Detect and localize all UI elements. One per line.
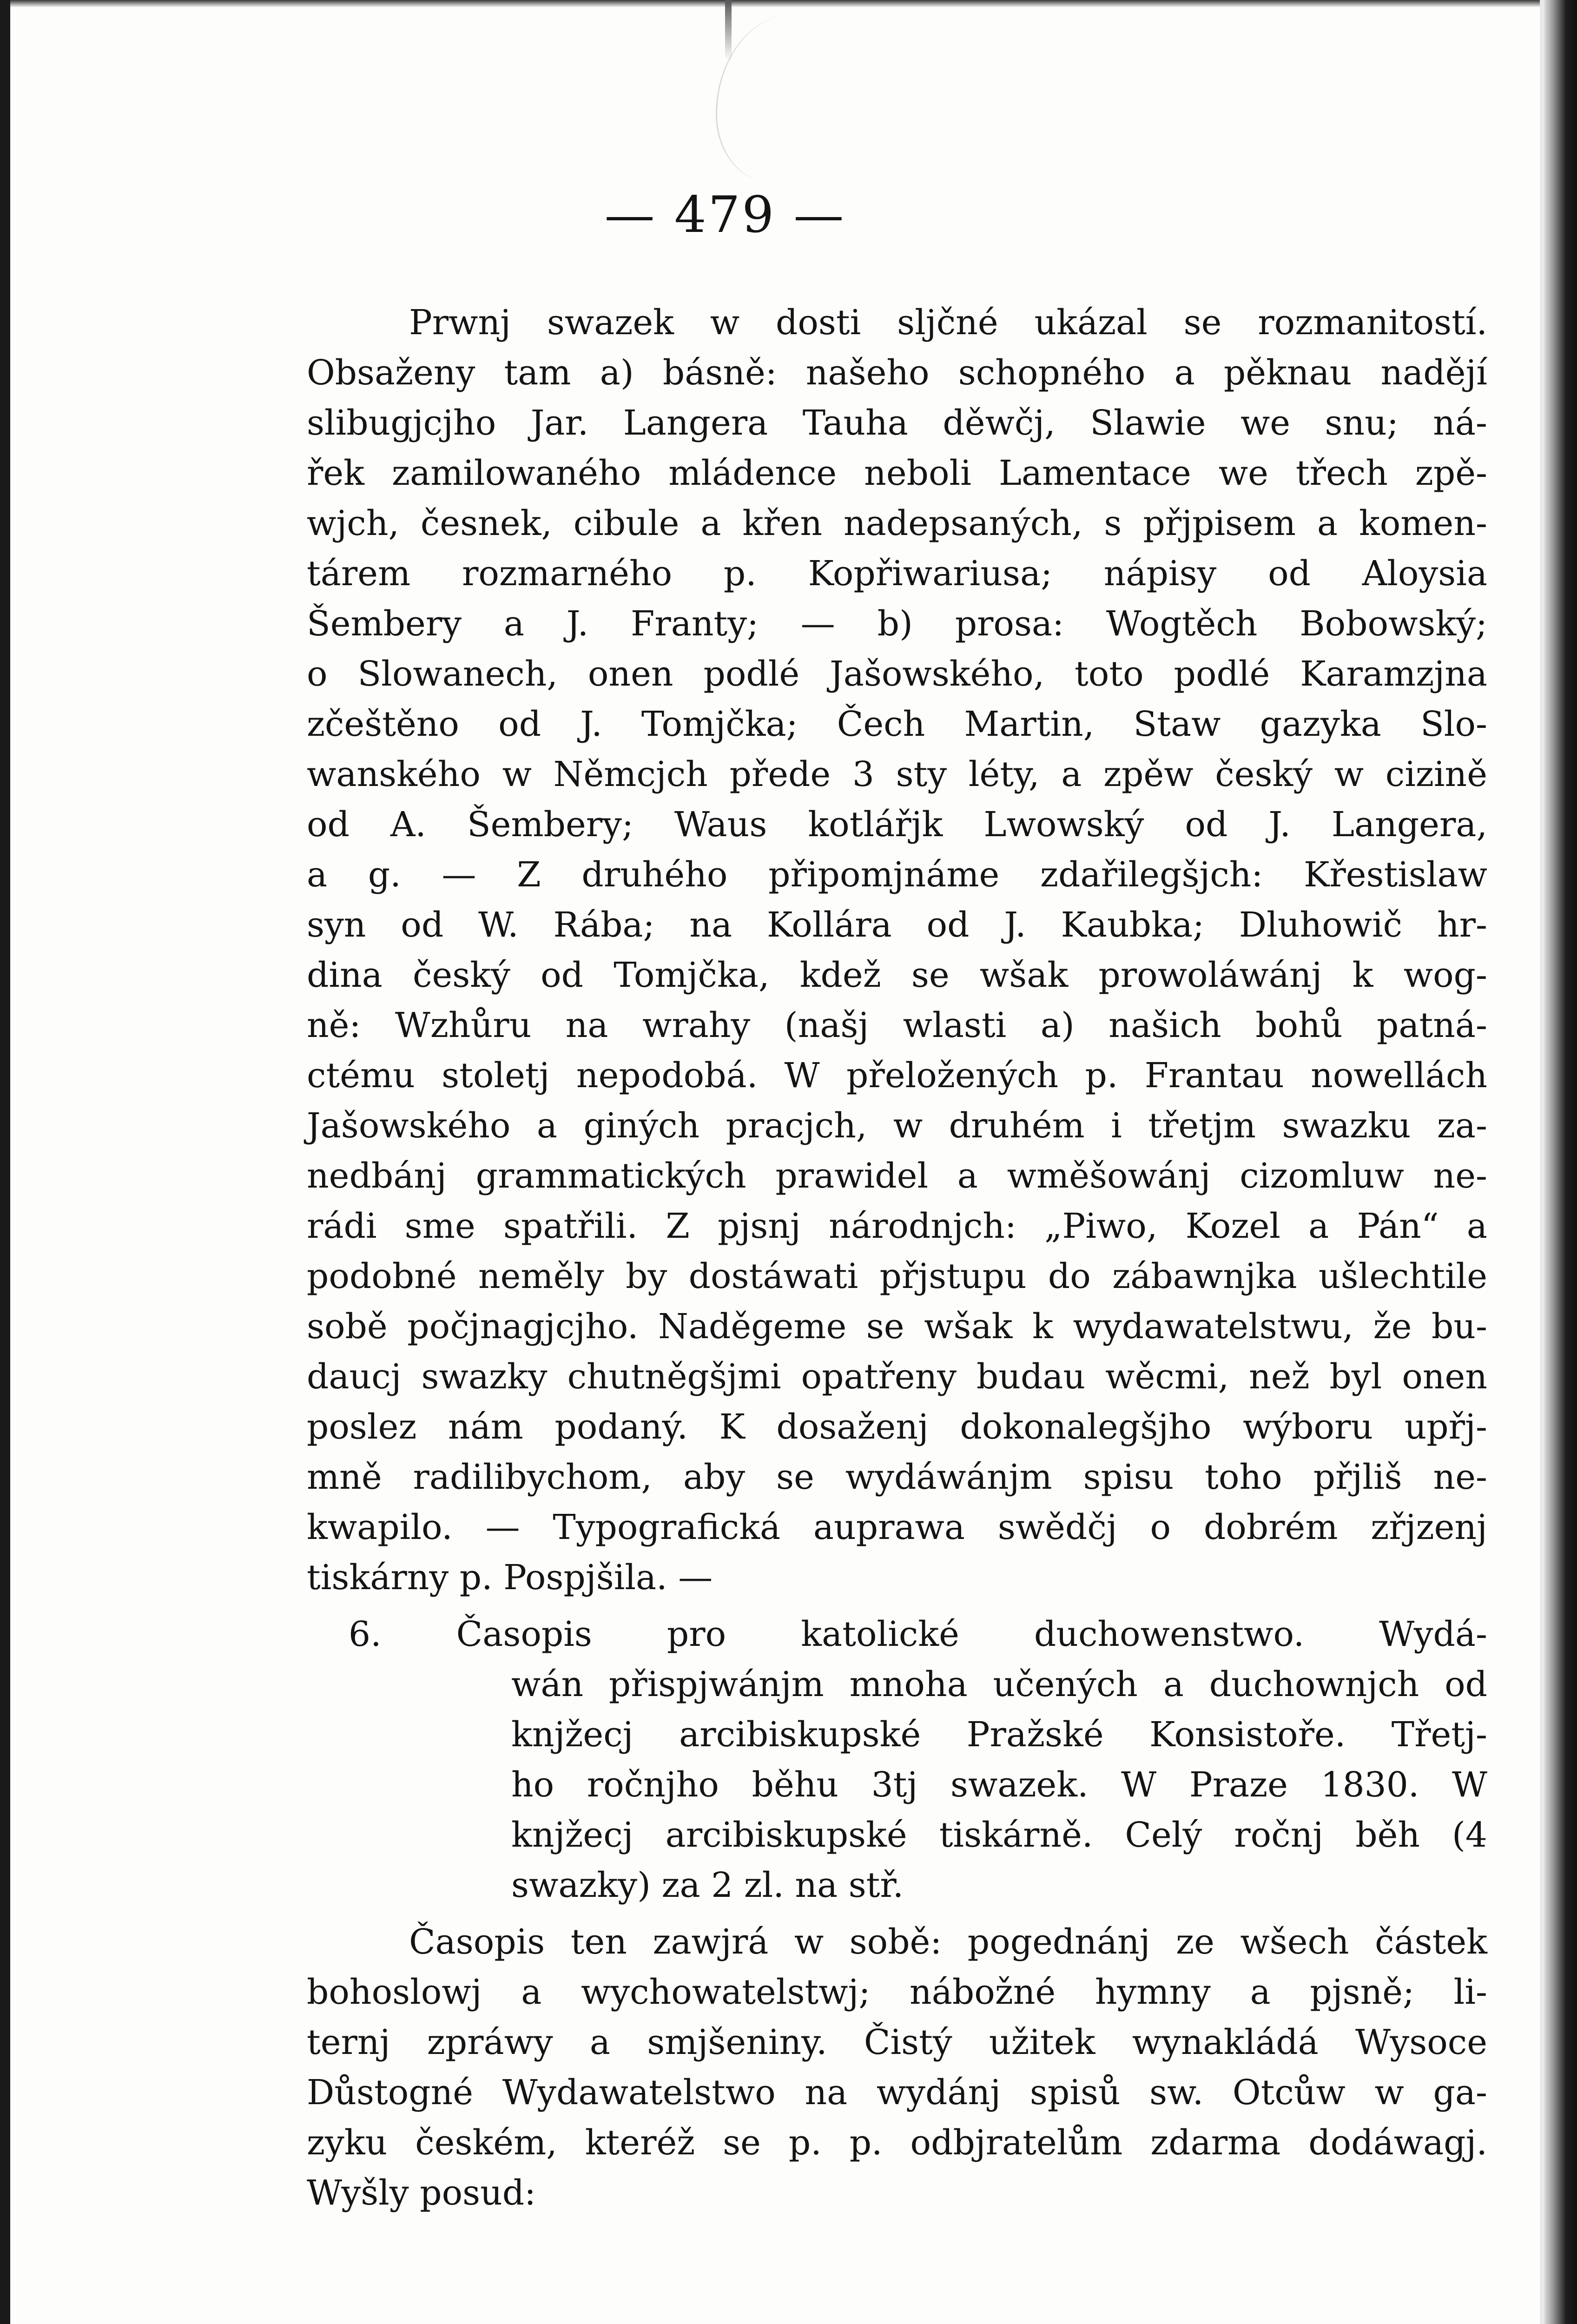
text-line: daucj swazky chutněgšjmi opatřeny budau wěcmi, než byl onen — [307, 1357, 1487, 1397]
text-line: Jašowského a giných pracjch, w druhém i třetjm swazku za- — [307, 1106, 1487, 1146]
text-line: tiskárny p. Pospjšila. — — [307, 1558, 713, 1598]
closing-paragraph-line: zyku českém, kteréž se p. p. odbjratelům zdarma dodáwagj. — [307, 2123, 1487, 2163]
text-line: ctému stoletj nepodobá. W přeložených p. Frantau nowellách — [307, 1056, 1487, 1096]
text-line: wjch, česnek, cibule a křen nadepsaných, s přjpisem a komen- — [307, 503, 1487, 543]
text-line: mně radilibychom, aby se wydáwánjm spisu toho přjliš ne- — [307, 1457, 1487, 1497]
text-line: poslez nám podaný. K dosaženj dokonalegšjho wýboru upřj- — [307, 1407, 1487, 1447]
item-6-line: knjžecj arcibiskupské tiskárně. Celý ročnj běh (4 — [511, 1815, 1487, 1855]
scan-left-edge — [0, 0, 10, 2324]
text-line: podobné neměly by dostáwati přjstupu do zábawnjka ušlechtile — [307, 1256, 1487, 1296]
item-6-line: knjžecj arcibiskupské Pražské Konsistoře. Třetj- — [511, 1715, 1487, 1755]
text-line: rádi sme spatřili. Z pjsnj národnjch: „Piwo, Kozel a Pán“ a — [307, 1206, 1487, 1246]
item-6-line: ho ročnjho běhu 3tj swazek. W Praze 1830. W — [511, 1765, 1487, 1805]
item-6-line: wán přispjwánjm mnoha učených a duchownjch od — [511, 1664, 1487, 1704]
text-line: o Slowanech, onen podlé Jašowského, toto podlé Karamzjna — [307, 654, 1487, 694]
paper-crease — [716, 14, 847, 181]
item-6-heading: 6. Časopis pro katolické duchowenstwo. Wydá- — [349, 1614, 1487, 1654]
text-line: Šembery a J. Franty; — b) prosa: Wogtěch Bobowský; — [307, 604, 1487, 644]
closing-paragraph-line: bohoslowj a wychowatelstwj; nábožné hymny a pjsně; li- — [307, 1972, 1487, 2012]
text-line: dina český od Tomjčka, kdež se wšak prowoláwánj k wog- — [307, 955, 1487, 995]
text-line: slibugjcjho Jar. Langera Tauha děwčj, Slawie we snu; ná- — [307, 403, 1487, 443]
closing-paragraph-line: Wyšly posud: — [307, 2173, 536, 2213]
text-line: nedbánj grammatických prawidel a wměšowánj cizomluw ne- — [307, 1156, 1487, 1196]
text-line: tárem rozmarného p. Kopřiwariusa; nápisy od Aloysia — [307, 554, 1487, 594]
text-line: od A. Šembery; Waus kotlářjk Lwowský od J. Langera, — [307, 805, 1487, 845]
closing-paragraph-line: Důstogné Wydawatelstwo na wydánj spisů sw. Otcůw w ga- — [307, 2073, 1487, 2113]
text-line: zčeštěno od J. Tomjčka; Čech Martin, Staw gazyka Slo- — [307, 704, 1487, 744]
text-line: ně: Wzhůru na wrahy (našj wlasti a) našich bohů patná- — [307, 1005, 1487, 1045]
text-line: Prwnj swazek w dosti sljčné ukázal se rozmanitostí. — [409, 303, 1487, 343]
text-line: sobě počjnagjcjho. Naděgeme se wšak k wydawatelstwu, že bu- — [307, 1307, 1487, 1347]
binding-seam — [725, 0, 732, 60]
scan-right-edge — [1540, 0, 1577, 2324]
closing-paragraph-line: ternj zpráwy a smjšeniny. Čistý užitek wynakládá Wysoce — [307, 2022, 1487, 2062]
item-6-line: swazky) za 2 zl. na stř. — [511, 1865, 904, 1905]
body-text — [307, 297, 1487, 2218]
text-line: wanského w Němcjch přede 3 sty léty, a zpěw český w cizině — [307, 754, 1487, 794]
text-line: a g. — Z druhého připomjnáme zdařilegšjch: Křestislaw — [307, 855, 1487, 895]
text-line: kwapilo. — Typografická auprawa swědčj o dobrém zřjzenj — [307, 1507, 1487, 1547]
text-line: syn od W. Rába; na Kollára od J. Kaubka; Dluhowič hr- — [307, 905, 1487, 945]
closing-paragraph-line: Časopis ten zawjrá w sobě: pogednánj ze wšech částek — [409, 1922, 1487, 1962]
text-line: řek zamilowaného mládence neboli Lamentace we třech zpě- — [307, 453, 1487, 493]
scan-top-edge — [0, 0, 1577, 7]
page-number: — 479 — — [604, 186, 846, 244]
text-line: Obsaženy tam a) básně: našeho schopného a pěknau nadějí — [307, 353, 1487, 393]
